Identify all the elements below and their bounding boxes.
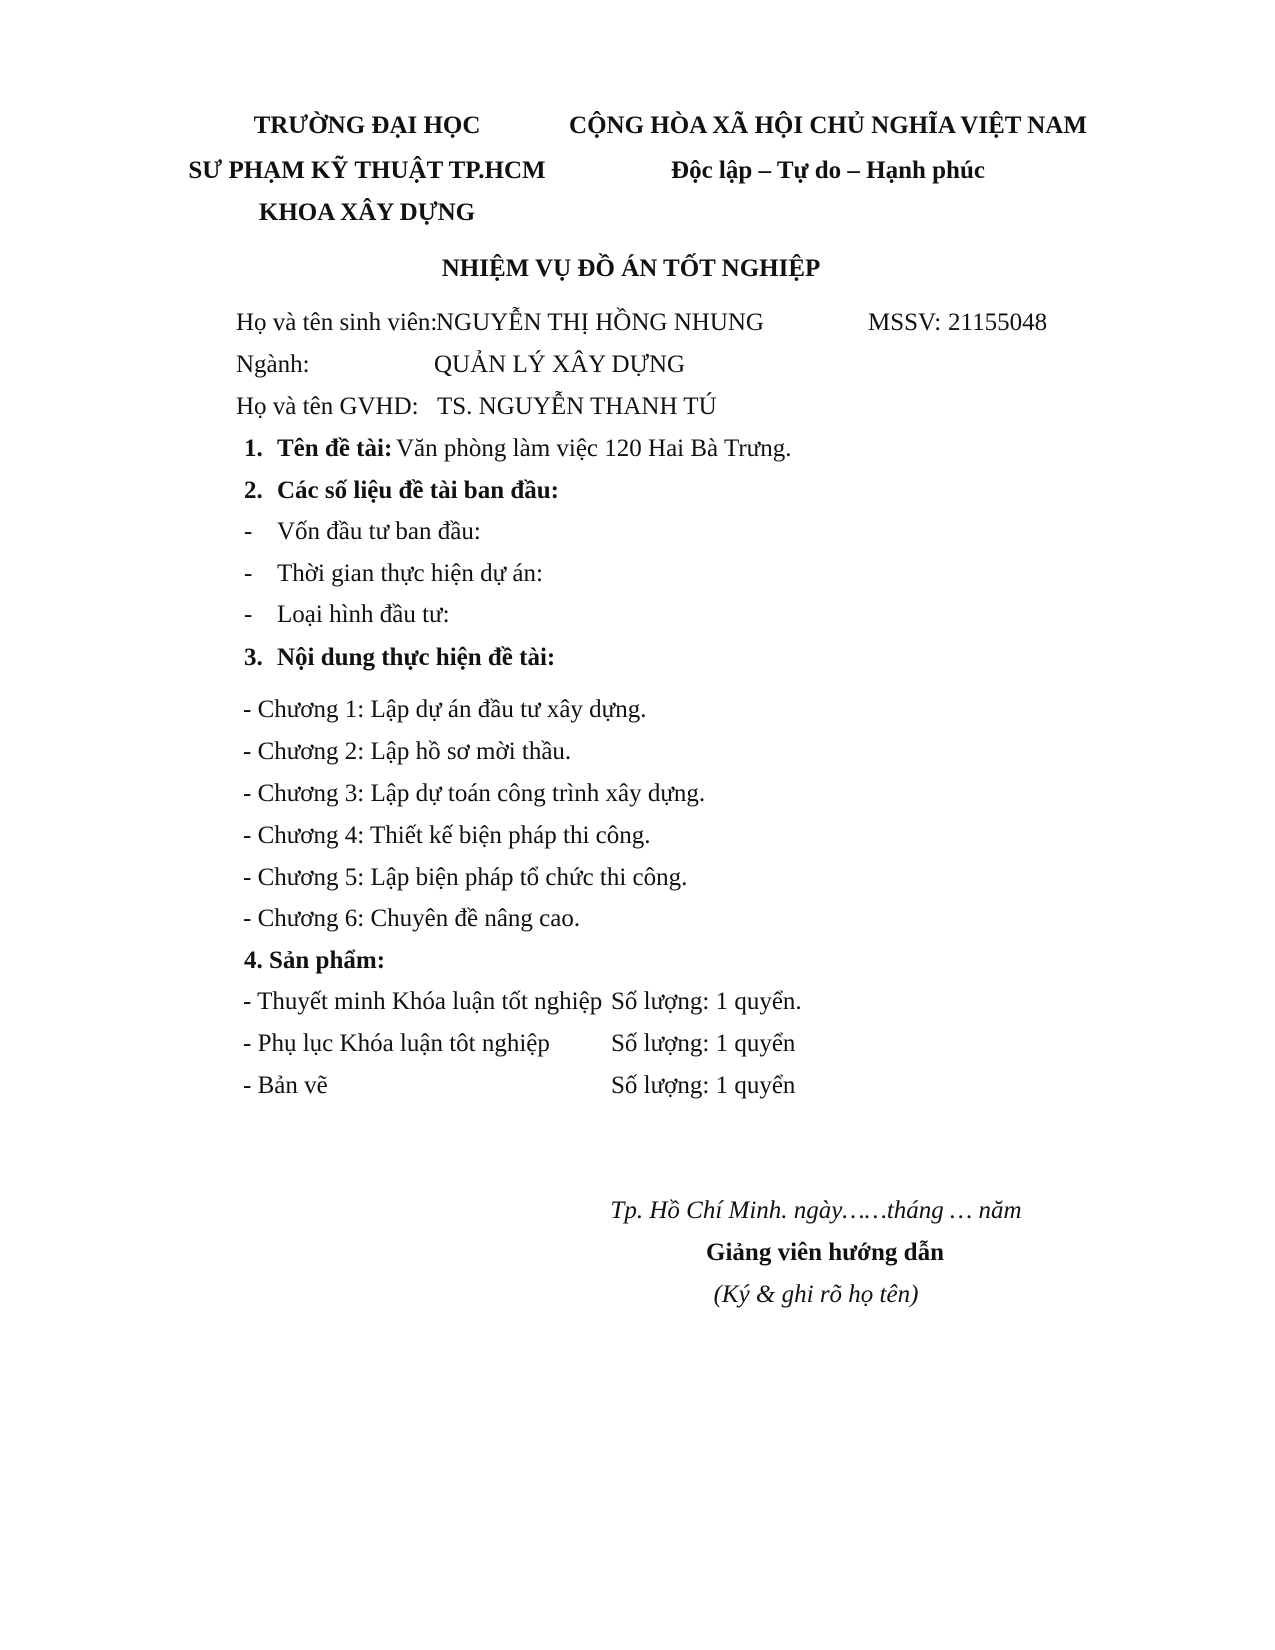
advisor-label: Họ và tên GVHD: [236,393,419,420]
chapter-item: - Chương 5: Lập biện pháp tổ chức thi công. [243,864,688,891]
section1-number: 1. [244,435,263,462]
chapter-item: - Chương 2: Lập hồ sơ mời thầu. [243,738,572,765]
signature-date-line: Tp. Hồ Chí Minh. ngày……tháng … năm [610,1197,1022,1224]
section2-item: Vốn đầu tư ban đầu: [277,518,481,545]
section2-item: Loại hình đầu tư: [277,601,450,628]
section2-number: 2. [244,477,263,504]
student-name-value: NGUYỄN THỊ HỒNG NHUNG [436,309,764,336]
nation-title: CỘNG HÒA XÃ HỘI CHỦ NGHĨA VIỆT NAM [569,112,1087,139]
section2-label: Các số liệu đề tài ban đầu: [277,477,559,504]
chapter-item: - Chương 1: Lập dự án đầu tư xây dựng. [243,696,647,723]
product-name: - Thuyết minh Khóa luận tốt nghiệp [243,988,603,1015]
section2-item: Thời gian thực hiện dự án: [277,560,543,587]
school-name-line2: SƯ PHẠM KỸ THUẬT TP.HCM [188,157,546,184]
section3-number: 3. [244,644,263,671]
student-id-value: 21155048 [948,309,1048,336]
student-id-label: MSSV: [868,309,942,336]
product-name: - Bản vẽ [243,1072,328,1099]
document-title: NHIỆM VỤ ĐỒ ÁN TỐT NGHIỆP [441,255,821,282]
major-value: QUẢN LÝ XÂY DỰNG [434,351,686,378]
product-quantity: Số lượng: 1 quyển. [611,988,802,1015]
section1-label: Tên đề tài: [277,435,393,462]
section3-label: Nội dung thực hiện đề tài: [277,644,556,671]
faculty-name: KHOA XÂY DỰNG [258,199,476,226]
section4-label: 4. Sản phẩm: [244,947,386,974]
product-name: - Phụ lục Khóa luận tôt nghiệp [243,1030,550,1057]
major-label: Ngành: [236,351,310,378]
signature-role: Giảng viên hướng dẫn [706,1239,944,1266]
advisor-value: TS. NGUYỄN THANH TÚ [437,393,717,420]
chapter-item: - Chương 3: Lập dự toán công trình xây dựng. [243,780,706,807]
product-quantity: Số lượng: 1 quyển [611,1072,796,1099]
chapter-item: - Chương 4: Thiết kế biện pháp thi công. [243,822,651,849]
school-name-line1: TRƯỜNG ĐẠI HỌC [253,112,481,139]
nation-motto: Độc lập – Tự do – Hạnh phúc [671,157,985,184]
list-bullet: - [244,601,253,628]
chapter-item: - Chương 6: Chuyên đề nâng cao. [243,905,581,932]
list-bullet: - [244,560,253,587]
signature-note: (Ký & ghi rõ họ tên) [713,1281,919,1308]
section1-value: Văn phòng làm việc 120 Hai Bà Trưng. [396,435,792,462]
student-name-label: Họ và tên sinh viên: [236,309,438,336]
product-quantity: Số lượng: 1 quyển [611,1030,796,1057]
list-bullet: - [244,518,253,545]
